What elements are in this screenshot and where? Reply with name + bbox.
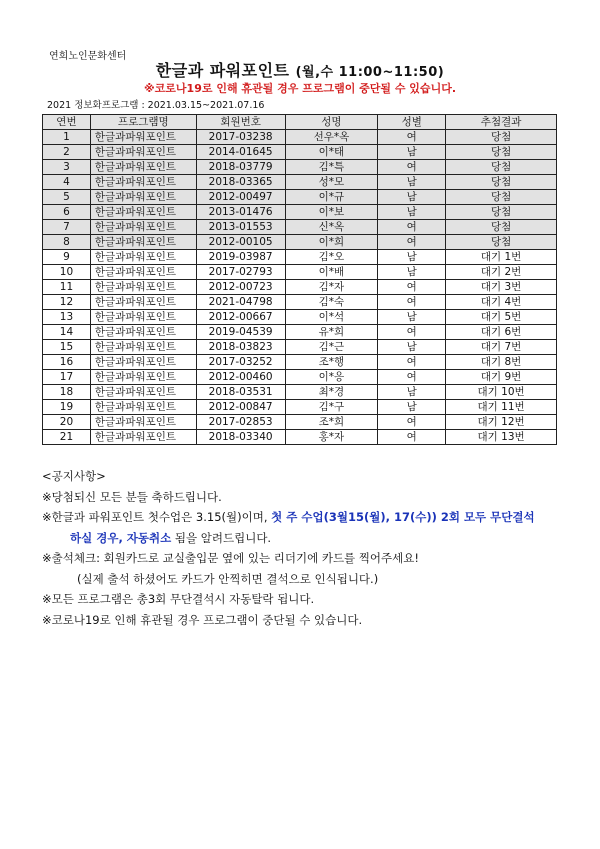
table-row (43, 235, 557, 250)
table-row (43, 220, 557, 235)
table-row (43, 145, 557, 160)
cell-name: 홍*자 (285, 430, 378, 445)
cell-program: 한글과파워포인트 (90, 415, 196, 430)
cell-result: 대기 1번 (446, 250, 557, 265)
table-row (43, 400, 557, 415)
cell-member-id: 2012-00497 (196, 190, 285, 205)
cell-member-id: 2014-01645 (196, 145, 285, 160)
cell-no: 5 (43, 190, 91, 205)
table-row (43, 175, 557, 190)
cell-result: 대기 2번 (446, 265, 557, 280)
cell-program: 한글과파워포인트 (90, 250, 196, 265)
cell-gender: 여 (378, 235, 446, 250)
cell-member-id: 2017-03238 (196, 130, 285, 145)
notice-line-first-class (42, 507, 562, 528)
table-body (43, 130, 557, 445)
cell-program: 한글과파워포인트 (90, 340, 196, 355)
cell-no: 20 (43, 415, 91, 430)
table-row (43, 415, 557, 430)
cell-name: 이*태 (285, 145, 378, 160)
cell-name: 조*희 (285, 415, 378, 430)
cell-name: 김*숙 (285, 295, 378, 310)
table-row (43, 250, 557, 265)
cell-member-id: 2012-00667 (196, 310, 285, 325)
table-row (43, 355, 557, 370)
table-row (43, 385, 557, 400)
cell-name: 유*희 (285, 325, 378, 340)
cell-program: 한글과파워포인트 (90, 280, 196, 295)
col-header-no: 연번 (43, 115, 91, 130)
cell-result: 당첨 (446, 190, 557, 205)
cell-no: 1 (43, 130, 91, 145)
cell-member-id: 2019-03987 (196, 250, 285, 265)
cell-result: 당첨 (446, 235, 557, 250)
cell-member-id: 2018-03340 (196, 430, 285, 445)
cell-member-id: 2012-00723 (196, 280, 285, 295)
cell-result: 대기 13번 (446, 430, 557, 445)
cell-program: 한글과파워포인트 (90, 385, 196, 400)
cell-no: 18 (43, 385, 91, 400)
cell-name: 이*규 (285, 190, 378, 205)
cell-no: 12 (43, 295, 91, 310)
col-header-result: 추첨결과 (446, 115, 557, 130)
cell-name: 이*석 (285, 310, 378, 325)
cell-result: 대기 7번 (446, 340, 557, 355)
cell-gender: 여 (378, 415, 446, 430)
cell-no: 11 (43, 280, 91, 295)
table-row (43, 310, 557, 325)
cell-result: 당첨 (446, 130, 557, 145)
closure-warning: ※코로나19로 인해 휴관될 경우 프로그램이 중단될 수 있습니다. (143, 82, 456, 95)
cell-program: 한글과파워포인트 (90, 160, 196, 175)
cell-gender: 여 (378, 220, 446, 235)
cell-program: 한글과파워포인트 (90, 310, 196, 325)
cell-member-id: 2017-03252 (196, 355, 285, 370)
table-header-row (43, 115, 557, 130)
cell-gender: 여 (378, 280, 446, 295)
cell-name: 조*행 (285, 355, 378, 370)
cell-result: 당첨 (446, 160, 557, 175)
cell-program: 한글과파워포인트 (90, 265, 196, 280)
cell-result: 당첨 (446, 220, 557, 235)
cell-member-id: 2012-00105 (196, 235, 285, 250)
cell-no: 3 (43, 160, 91, 175)
cell-gender: 여 (378, 130, 446, 145)
cell-no: 16 (43, 355, 91, 370)
cell-name: 최*경 (285, 385, 378, 400)
table-row (43, 265, 557, 280)
table-row (43, 130, 557, 145)
program-period: 2021 정보화프로그램 : 2021.03.15~2021.07.16 (47, 100, 265, 111)
cell-name: 이*응 (285, 370, 378, 385)
notice-heading: <공지사항> (42, 469, 106, 483)
cell-member-id: 2017-02853 (196, 415, 285, 430)
cell-member-id: 2018-03365 (196, 175, 285, 190)
col-header-name: 성명 (285, 115, 378, 130)
notice-line-covid: ※코로나19로 인해 휴관될 경우 프로그램이 중단될 수 있습니다. (42, 612, 363, 627)
cell-program: 한글과파워포인트 (90, 220, 196, 235)
cell-name: 선우*옥 (285, 130, 378, 145)
cell-member-id: 2017-02793 (196, 265, 285, 280)
auto-cancel-text: 하실 경우, 자동취소 (70, 530, 172, 545)
cell-program: 한글과파워포인트 (90, 175, 196, 190)
cell-result: 대기 9번 (446, 370, 557, 385)
cell-name: 이*보 (285, 205, 378, 220)
notice-line-attendance-note: (실제 출석 하셨어도 카드가 안찍히면 결석으로 인식됩니다.) (77, 571, 379, 586)
page-title (0, 58, 600, 81)
auto-cancel-tail: 됨을 알려드립니다. (171, 530, 272, 545)
first-week-warning: 첫 주 수업(3월15(월), 17(수)) 2회 모두 무단결석 (271, 510, 535, 524)
cell-name: 성*모 (285, 175, 378, 190)
cell-result: 대기 11번 (446, 400, 557, 415)
cell-result: 대기 8번 (446, 355, 557, 370)
cell-member-id: 2021-04798 (196, 295, 285, 310)
cell-gender: 여 (378, 325, 446, 340)
cell-program: 한글과파워포인트 (90, 205, 196, 220)
cell-member-id: 2013-01553 (196, 220, 285, 235)
notice-line-attendance: ※출석체크: 회원카드로 교실출입문 옆에 있는 리더기에 카드를 찍어주세요! (42, 551, 419, 565)
table-row (43, 340, 557, 355)
cell-name: 이*배 (285, 265, 378, 280)
cell-no: 2 (43, 145, 91, 160)
cell-member-id: 2018-03779 (196, 160, 285, 175)
cell-no: 10 (43, 265, 91, 280)
cell-no: 8 (43, 235, 91, 250)
cell-gender: 남 (378, 145, 446, 160)
cell-gender: 여 (378, 295, 446, 310)
cell-gender: 남 (378, 310, 446, 325)
cell-gender: 여 (378, 370, 446, 385)
cell-name: 김*근 (285, 340, 378, 355)
cell-gender: 여 (378, 430, 446, 445)
cell-member-id: 2012-00460 (196, 370, 285, 385)
cell-gender: 남 (378, 265, 446, 280)
lottery-result-table (42, 114, 557, 445)
table-row (43, 280, 557, 295)
notice-line-dropout: ※모든 프로그램은 총3회 무단결석시 자동탈락 됩니다. (42, 592, 315, 606)
table-row (43, 295, 557, 310)
cell-name: 김*오 (285, 250, 378, 265)
col-header-gender: 성별 (378, 115, 446, 130)
cell-program: 한글과파워포인트 (90, 190, 196, 205)
cell-name: 이*희 (285, 235, 378, 250)
cell-result: 대기 3번 (446, 280, 557, 295)
cell-result: 대기 10번 (446, 385, 557, 400)
cell-program: 한글과파워포인트 (90, 325, 196, 340)
col-header-program: 프로그램명 (90, 115, 196, 130)
cell-member-id: 2012-00847 (196, 400, 285, 415)
cell-program: 한글과파워포인트 (90, 370, 196, 385)
cell-no: 6 (43, 205, 91, 220)
cell-gender: 남 (378, 385, 446, 400)
notice-line-auto-cancel (42, 528, 562, 549)
cell-gender: 남 (378, 205, 446, 220)
table-row (43, 325, 557, 340)
cell-program: 한글과파워포인트 (90, 235, 196, 250)
cell-result: 대기 5번 (446, 310, 557, 325)
table-row (43, 430, 557, 445)
notice-line-congrats: ※당첨되신 모든 분들 축하드립니다. (42, 489, 222, 504)
cell-no: 13 (43, 310, 91, 325)
cell-no: 4 (43, 175, 91, 190)
cell-no: 19 (43, 400, 91, 415)
cell-program: 한글과파워포인트 (90, 355, 196, 370)
cell-no: 14 (43, 325, 91, 340)
cell-no: 9 (43, 250, 91, 265)
first-class-text: ※한글과 파워포인트 첫수업은 3.15(월)이며, (42, 510, 272, 524)
cell-program: 한글과파워포인트 (90, 430, 196, 445)
notice-section (42, 466, 562, 630)
cell-no: 17 (43, 370, 91, 385)
cell-program: 한글과파워포인트 (90, 130, 196, 145)
cell-program: 한글과파워포인트 (90, 295, 196, 310)
table-row (43, 190, 557, 205)
cell-member-id: 2018-03531 (196, 385, 285, 400)
org-name: 연희노인문화센터 (49, 51, 127, 62)
cell-gender: 여 (378, 160, 446, 175)
title-time: (월,수 11:00~11:50) (295, 65, 445, 80)
col-header-member-id: 회원번호 (196, 115, 285, 130)
cell-gender: 남 (378, 175, 446, 190)
cell-no: 15 (43, 340, 91, 355)
cell-member-id: 2019-04539 (196, 325, 285, 340)
cell-no: 7 (43, 220, 91, 235)
cell-gender: 남 (378, 190, 446, 205)
cell-member-id: 2018-03823 (196, 340, 285, 355)
cell-program: 한글과파워포인트 (90, 145, 196, 160)
cell-member-id: 2013-01476 (196, 205, 285, 220)
table-row (43, 370, 557, 385)
cell-name: 김*자 (285, 280, 378, 295)
cell-name: 신*옥 (285, 220, 378, 235)
title-main: 한글과 파워포인트 (155, 61, 290, 80)
cell-program: 한글과파워포인트 (90, 400, 196, 415)
cell-no: 21 (43, 430, 91, 445)
cell-result: 당첨 (446, 145, 557, 160)
cell-gender: 남 (378, 250, 446, 265)
cell-gender: 여 (378, 355, 446, 370)
cell-result: 대기 6번 (446, 325, 557, 340)
cell-result: 대기 12번 (446, 415, 557, 430)
cell-name: 김*특 (285, 160, 378, 175)
cell-result: 당첨 (446, 175, 557, 190)
cell-gender: 남 (378, 340, 446, 355)
cell-result: 당첨 (446, 205, 557, 220)
cell-result: 대기 4번 (446, 295, 557, 310)
cell-gender: 남 (378, 400, 446, 415)
table-row (43, 205, 557, 220)
cell-name: 김*구 (285, 400, 378, 415)
table-row (43, 160, 557, 175)
